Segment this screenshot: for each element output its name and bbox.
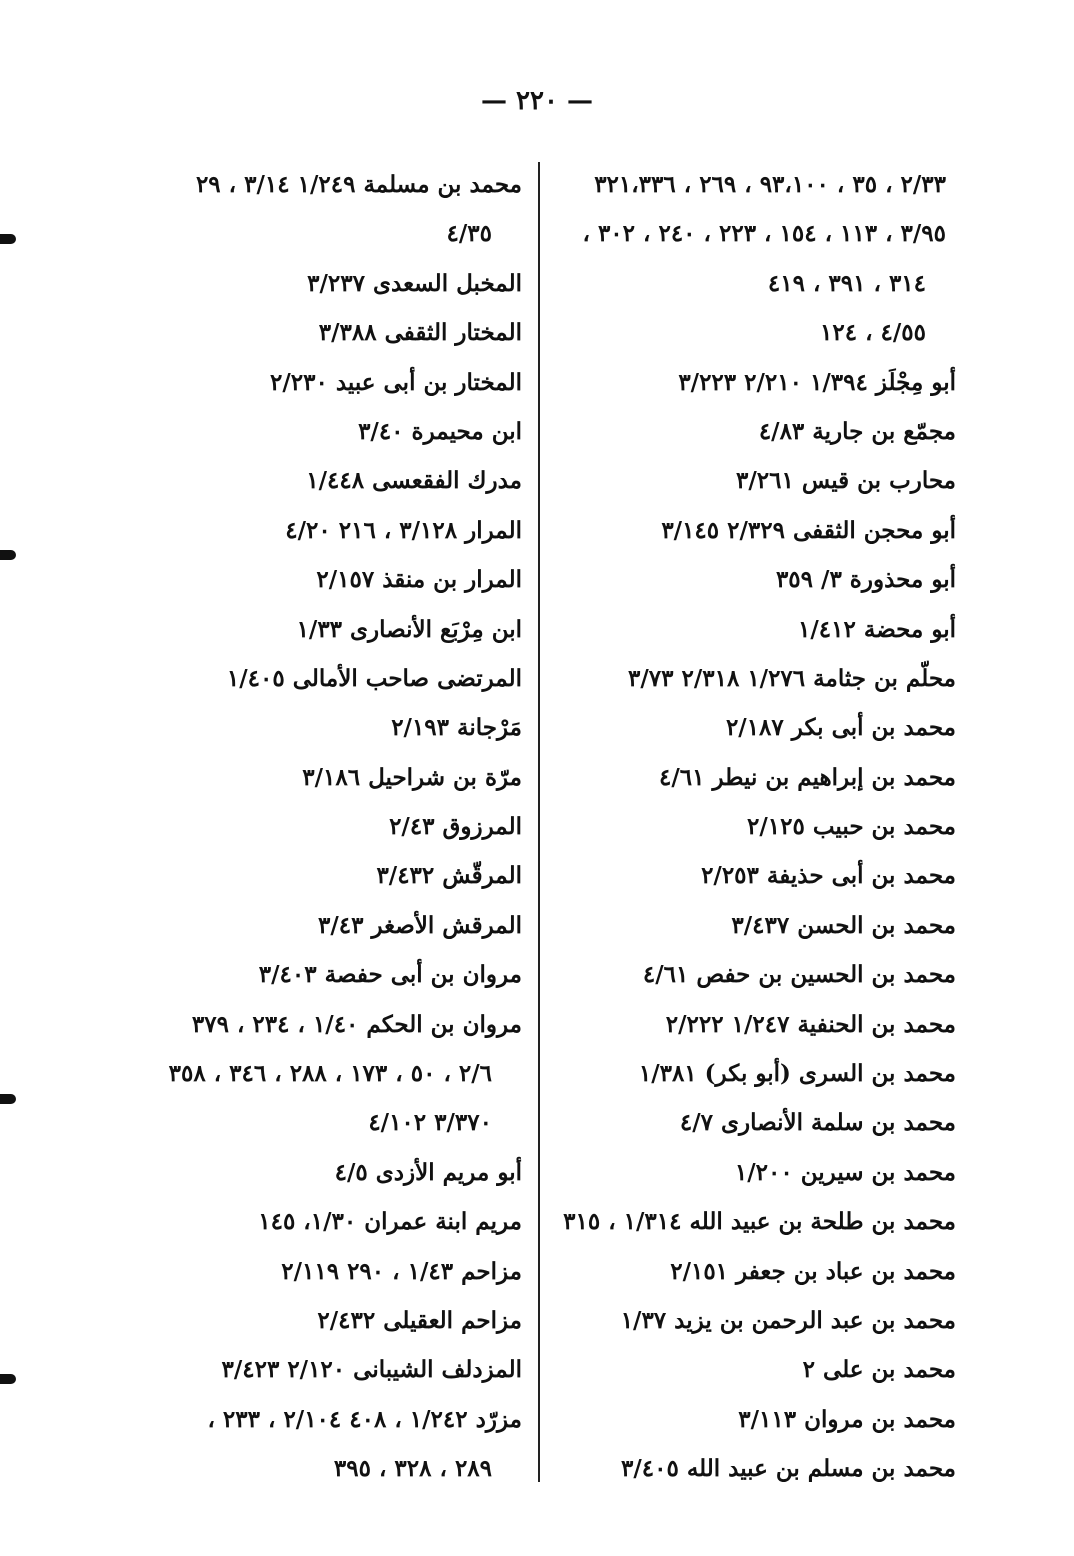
index-entry: مزرّد ١/٢٤٢ ، ٤٠٨ ٢/١٠٤ ، ٢٣٣ ، [207,1405,522,1433]
index-column-right [532,160,956,1494]
index-entry: أبو محجن الثقفى ٢/٣٢٩ ٣/١٤٥ [661,516,956,544]
index-entry: محمد بن السرى (أبو بكر) ١/٣٨١ [638,1060,956,1088]
index-entry: المرزوق ٢/٤٣ [389,813,522,841]
index-entry: محمد بن عباد بن جعفر ٢/١٥١ [670,1257,956,1285]
index-entry: أبو محذورة ٣/ ٣٥٩ [775,566,956,594]
index-entry: ٣/٩٥ ، ١١٣ ، ١٥٤ ، ٢٢٣ ، ٢٤٠ ، ٣٠٢ ، [582,220,946,248]
index-entry: المرار ٣/١٢٨ ، ٢١٦ ٤/٢٠ [285,516,522,544]
index-entry: ٤/٣٥ [446,220,492,248]
index-entry: ابن مِرْبَع الأنصارى ١/٣٣ [296,615,522,643]
scan-edge-mark [0,550,16,560]
index-entry: محمد بن مسلم بن عبيد الله ٣/٤٠٥ [620,1455,956,1483]
index-entry: المخبل السعدى ٣/٢٣٧ [307,269,522,297]
index-entry: المختار الثقفى ٣/٣٨٨ [318,319,522,347]
index-entry: مرّة بن شراحيل ٣/١٨٦ [302,763,522,791]
index-column-left [106,160,522,1494]
index-entry: ٢/٣٣ ، ٣٥ ، ٩٣،١٠٠ ، ٢٦٩ ، ٣٢١،٣٣٦ [594,171,946,198]
index-entry: أبو مِجْلَز ١/٣٩٤ ٢/٢١٠ ٣/٢٢٣ [678,368,956,396]
index-entry: ٢/٦ ، ٥٠ ، ١٧٣ ، ٢٨٨ ، ٣٤٦ ، ٣٥٨ [168,1060,492,1088]
index-entry: محمد بن حبيب ٢/١٢٥ [747,813,956,841]
index-entry: مَرْجانة ٢/١٩٣ [391,714,522,742]
index-entry: محمد بن طلحة بن عبيد الله ١/٣١٤ ، ٣١٥ [563,1208,956,1236]
index-entry: محمد بن إبراهيم بن نيطر ٤/٦١ [658,763,956,791]
index-entry: مزاحم ١/٤٣ ، ٢٩٠ ٢/١١٩ [281,1257,522,1285]
index-entry: ٤/٥٥ ، ١٢٤ [820,319,926,347]
index-entry: مريم ابنة عمران ١/٣٠، ١٤٥ [258,1208,522,1236]
index-entry: محمد بن الحسن ٣/٤٣٧ [731,911,956,939]
index-entry: مجمّع بن جارية ٤/٨٣ [758,417,956,445]
scan-edge-mark [0,1374,16,1384]
index-entry: ٣١٤ ، ٣٩١ ، ٤١٩ [767,269,926,297]
index-entry: أبو مريم الأزدى ٤/٥ [334,1158,522,1186]
scan-edge-mark [0,234,16,244]
scan-edge-mark [0,1094,16,1104]
index-entry: محمد بن أبى بكر ٢/١٨٧ [725,714,956,742]
index-entry: ٣/٣٧٠ ٤/١٠٢ [368,1109,492,1137]
index-entry: محمد بن على ٢ [802,1356,956,1384]
index-entry: مروان بن الحكم ١/٤٠ ، ٢٣٤ ، ٣٧٩ [191,1010,522,1038]
index-entry: محلّم بن جثامة ١/٢٧٦ ٢/٣١٨ ٣/٧٣ [628,664,956,692]
index-entry: المرتضى صاحب الأمالى ١/٤٠٥ [226,664,522,692]
index-entry: محارب بن قيس ٣/٢٦١ [736,467,956,495]
index-entry: المرقش الأصغر ٣/٤٣ [317,911,522,939]
index-entry: ابن محيمرة ٣/٤٠ [358,417,522,445]
index-entry: مروان بن أبى حفصة ٣/٤٠٣ [258,961,522,989]
index-entry: المزدلف الشيبانى ٢/١٢٠ ٣/٤٢٣ [221,1356,522,1384]
index-entry: محمد بن سيرين ١/٢٠٠ [734,1158,956,1186]
index-entry: محمد بن مسلمة ١/٢٤٩ ٣/١٤ ، ٢٩ [195,171,522,198]
column-divider [538,162,540,1482]
index-entry: محمد بن الحسين بن حفص ٤/٦١ [642,961,956,989]
index-entry: المرقّش ٣/٤٣٢ [376,862,522,890]
index-entry: محمد بن الحنفية ١/٢٤٧ ٢/٢٢٢ [665,1010,956,1038]
index-entry: مزاحم العقيلى ٢/٤٣٢ [317,1306,522,1334]
index-entry: محمد بن عبد الرحمن بن يزيد ١/٣٧ [620,1306,956,1334]
index-entry: محمد بن سلمة الأنصارى ٤/٧ [679,1109,956,1137]
index-entry: المختار بن أبى عبيد ٢/٢٣٠ [269,368,522,396]
index-entry: محمد بن أبى حذيفة ٢/٢٥٣ [701,862,956,890]
index-entry: أبو محضة ١/٤١٢ [798,615,956,643]
index-entry: المرار بن منقذ ٢/١٥٧ [316,566,522,594]
index-entry: ٢٨٩ ، ٣٢٨ ، ٣٩٥ [333,1455,492,1483]
index-entry: مدرك الفقعسى ١/٤٤٨ [306,467,522,495]
page-number: — ٢٢٠ — [480,86,594,116]
index-entry: محمد بن مروان ٣/١١٣ [738,1405,956,1433]
